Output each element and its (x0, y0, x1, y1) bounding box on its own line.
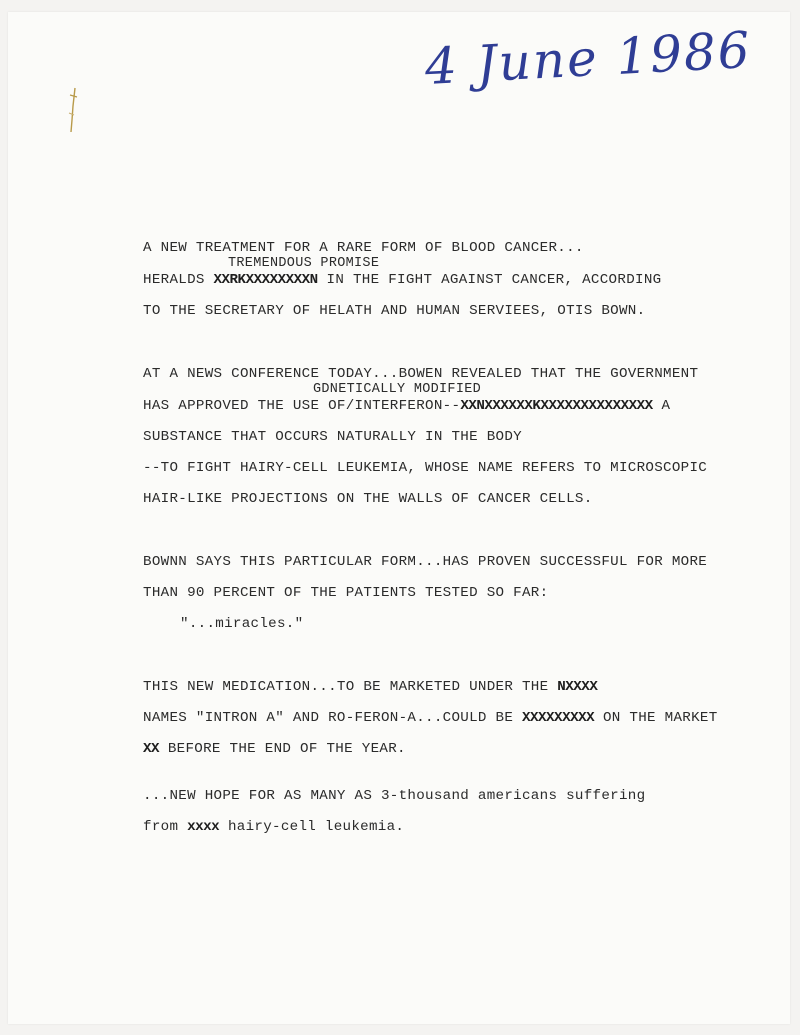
insertion-promise: TREMENDOUS PROMISE (228, 256, 380, 271)
p2-line-2: HAS APPROVED THE USE OF/INTERFERON--XXNXXXXXXKXXXXXXXXXXXXXX A (143, 398, 671, 414)
struck-text: XX (143, 741, 160, 757)
document-page (8, 12, 790, 1024)
p4-line-3: XX BEFORE THE END OF THE YEAR. (143, 741, 406, 757)
insertion-modified: GDNETICALLY MODIFIED (313, 382, 482, 397)
p3-line-1: BOWNN SAYS THIS PARTICULAR FORM...HAS PROVEN SUCCESSFUL FOR MORE (143, 554, 708, 570)
p2-line-5: HAIR-LIKE PROJECTIONS ON THE WALLS OF CANCER CELLS. (143, 491, 593, 507)
p1-line-1: A NEW TREATMENT FOR A RARE FORM OF BLOOD CANCER... (143, 240, 584, 256)
struck-text: XXNXXXXXXKXXXXXXXXXXXXXX (460, 398, 653, 414)
struck-text: XXXXXXXXX (522, 710, 595, 726)
p2-line-3: SUBSTANCE THAT OCCURS NATURALLY IN THE BODY (143, 429, 522, 445)
handwritten-date: 4 June 1986 (423, 20, 753, 96)
p3-line-2: THAN 90 PERCENT OF THE PATIENTS TESTED SO FAR: (143, 585, 549, 601)
p1-line-3: TO THE SECRETARY OF HELATH AND HUMAN SERVIEES, OTIS BOWN. (143, 303, 646, 319)
p4-line-2: NAMES "INTRON A" AND RO-FERON-A...COULD BE XXXXXXXXX ON THE MARKET (143, 710, 718, 726)
margin-mark (64, 86, 82, 136)
p1-line-2: HERALDS XXRKXXXXXXXXN IN THE FIGHT AGAINST CANCER, ACCORDING (143, 272, 662, 288)
p5-line-2: from xxxx hairy-cell leukemia. (143, 819, 405, 835)
p2-line-4: --TO FIGHT HAIRY-CELL LEUKEMIA, WHOSE NAME REFERS TO MICROSCOPIC (143, 460, 708, 476)
p5-line-1: ...NEW HOPE FOR AS MANY AS 3-thousand americans suffering (143, 788, 646, 804)
struck-text: XXRKXXXXXXXXN (213, 272, 318, 288)
p4-line-1: THIS NEW MEDICATION...TO BE MARKETED UNDER THE NXXXX (143, 679, 598, 695)
p3-quote: "...miracles." (180, 616, 304, 632)
struck-text: xxxx (187, 819, 220, 835)
p2-line-1: AT A NEWS CONFERENCE TODAY...BOWEN REVEALED THAT THE GOVERNMENT (143, 366, 699, 382)
struck-text: NXXXX (557, 679, 598, 695)
